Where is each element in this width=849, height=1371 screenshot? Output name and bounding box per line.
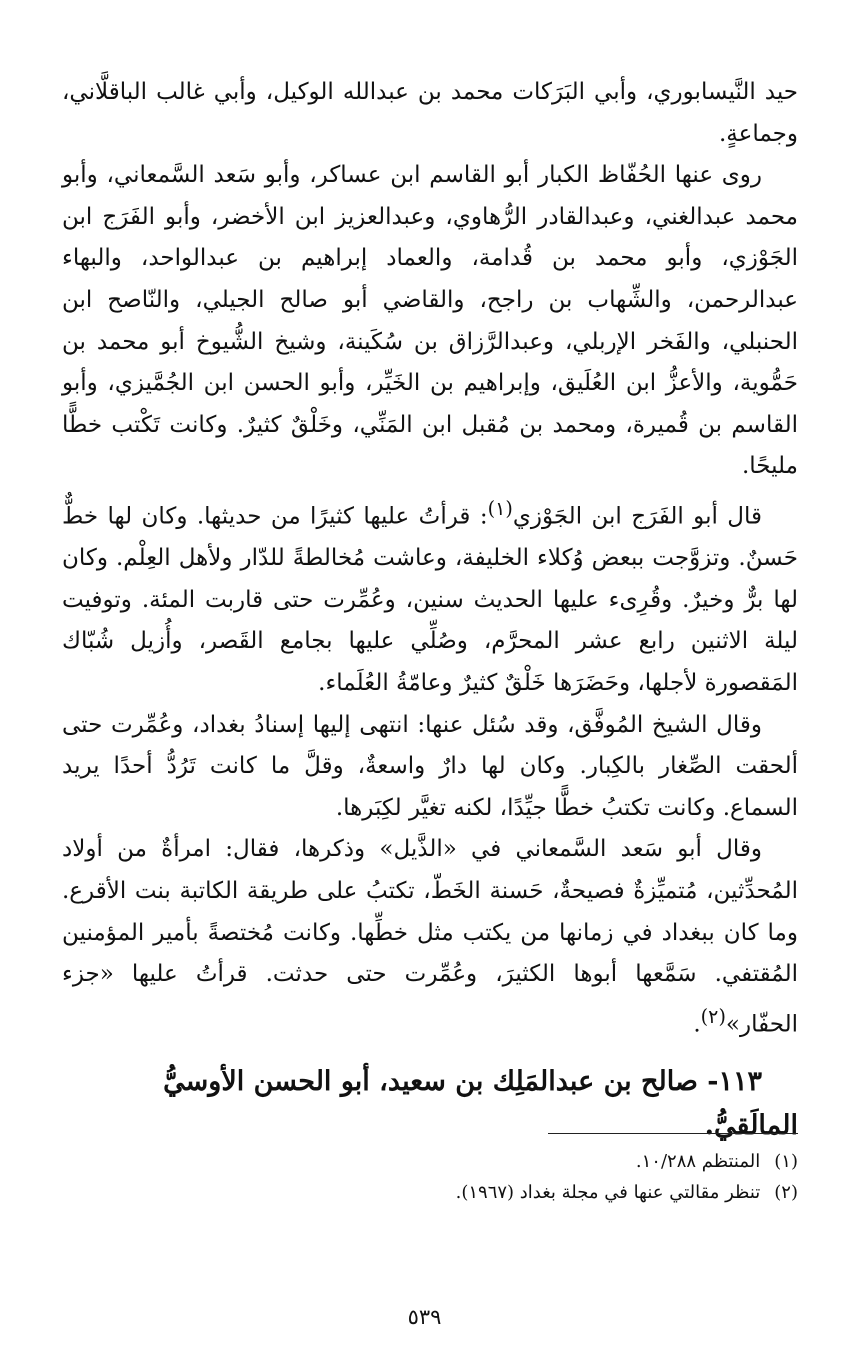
footnote-number: (٢) xyxy=(774,1182,798,1203)
footnote-text: المنتظم ١٠/٢٨٨. xyxy=(635,1151,761,1172)
paragraph-ibn-al-jawzi xyxy=(62,488,798,705)
paragraph-text: وقال أبو سَعد السَّمعاني في «الذَّيل» وذكرها، فقال: امرأةٌ من أولاد المُحدِّثين، مُتميِّزةٌ فصيحةٌ، حَسنة الخَطّ، تكتبُ على طريقة الكاتبة بنت الأقرع. وما كان ببغداد في زمانها من يكتب مثل خطِّها. وكانت مُختصةً بأمير المؤمنين المُقتفي. سَمَّعها أبوها الكثيرَ، وعُمِّرت حتى حدثت. قرأتُ عليها «جزء الحفّار» xyxy=(62,836,798,1038)
footnote xyxy=(62,1146,798,1177)
paragraph-text: . xyxy=(693,1011,701,1038)
footnote-number: (١) xyxy=(774,1151,798,1172)
footnote-text: تنظر مقالتي عنها في مجلة بغداد (١٩٦٧). xyxy=(455,1182,761,1203)
footnotes xyxy=(62,1146,798,1208)
page-number: ٥٣٩ xyxy=(407,1305,442,1329)
footnote-reference-2: (٢) xyxy=(700,1004,726,1028)
paragraph-continuation: حيد النَّيسابوري، وأبي البَرَكات محمد بن عبدالله الوكيل، وأبي غالب الباقلَّاني، وجماعةٍ. xyxy=(62,79,798,147)
entry-heading: ١١٣- صالح بن عبدالمَلِك بن سعيد، أبو الحسن الأوسيُّ المالَقيُّ. xyxy=(163,1065,798,1141)
paragraph-narrators: روى عنها الحُفّاظ الكبار أبو القاسم ابن عساكر، وأبو سَعد السَّمعاني، وأبو محمد عبدالغني، وعبدالقادر الرُّهاوي، وعبدالعزيز ابن الأخضر، وأبو الفَرَج ابن الجَوْزي، وأبو محمد بن قُدامة، والعماد إبراهيم بن عبدالواحد، والبهاء عبدالرحمن، والشِّهاب بن راجح، والقاضي أبو صالح الجيلي، والنّاصح ابن الحنبلي، والفَخر الإربلي، وعبدالرَّزاق بن سُكَينة، وشيخ الشُّيوخ أبو محمد بن حَمُّوية، والأعزُّ ابن العُلَيق، وإبراهيم بن الخَيِّر، وأبو الحسن ابن الجُمَّيزي، وأبو القاسم بن قُميرة، ومحمد بن مُقبل ابن المَنِّي، وخَلْقٌ كثيرٌ. وكانت تَكْتب خطًّا مليحًا. xyxy=(62,162,798,480)
paragraph-text: : قرأتُ عليها كثيرًا من حديثها. وكان لها خطٌّ حَسنٌ. وتزوَّجت ببعض وُكلاء الخليفة، وعاشت مُخالطةً للدّار ولأهل العِلْم. وكان لها برٌّ وخيرٌ. وقُرِىء عليها الحديث سنين، وعُمِّرت حتى قاربت المئة. وتوفيت ليلة الاثنين رابع عشر المحرَّم، وصُلِّي عليها بجامع القَصر، وأُزيل شُبّاك المَقصورة لأجلها، وحَضَرَها خَلْقٌ كثيرٌ وعامّةُ العُلَماء. xyxy=(62,503,798,696)
paragraph-al-muwaffaq: وقال الشيخ المُوفَّق، وقد سُئل عنها: انتهى إليها إسنادُ بغداد، وعُمِّرت حتى ألحقت الصِّغار بالكِبار. وكان لها دارٌ واسعةٌ، وقلَّ ما كانت تَرُدُّ أحدًا يريد السماع. وكانت تكتبُ خطًّا جيِّدًا، لكنه تغيَّر لكِبَرها. xyxy=(62,711,798,821)
main-text xyxy=(62,72,798,1148)
footnote-reference-1: (١) xyxy=(487,496,513,520)
paragraph-text: قال أبو الفَرَج ابن الجَوْزي xyxy=(512,503,762,530)
paragraph-al-samani xyxy=(62,829,798,1046)
footnote xyxy=(62,1177,798,1208)
footnote-separator xyxy=(548,1133,798,1134)
